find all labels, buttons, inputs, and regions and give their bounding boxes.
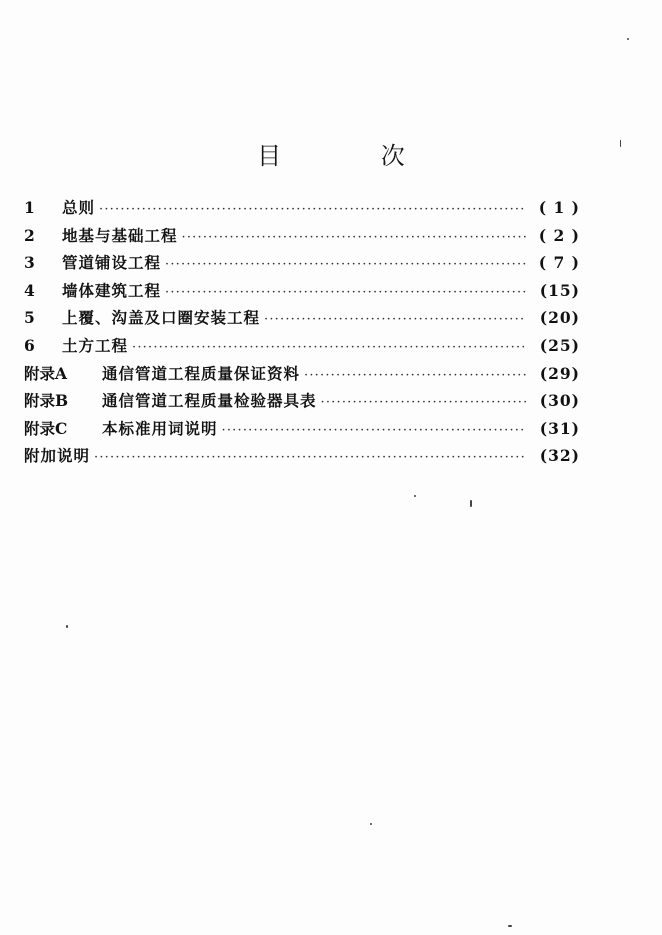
scan-speck [620,140,621,147]
toc-entry-number: 5 [24,308,35,328]
toc-entry-number: 附录A [24,363,68,383]
toc-entry-number: 6 [24,335,35,355]
toc-entry-number: 3 [24,253,35,273]
toc-entry-page: ( 1 ) [538,198,580,217]
toc-entry-page: (32) [539,446,580,466]
toc-entry-title: 本标准用词说明 [102,418,218,438]
scan-speck [66,625,68,628]
toc-entry-1[interactable] [24,196,580,224]
toc-entry-appendix-c[interactable] [24,417,580,445]
scan-speck [508,925,512,927]
toc-entry-page: ( 2 ) [538,225,580,245]
toc-entry-page: (15) [539,280,580,300]
toc-entry-appendix-a[interactable] [24,362,580,390]
toc-entry-page: (31) [539,418,580,438]
toc-entry-number: 附录C [24,418,68,438]
dot-leader [264,312,526,327]
toc-entry-title: 地基与基础工程 [62,225,178,245]
toc-entry-number: 附录B [24,391,69,411]
scan-speck [470,500,472,507]
dot-leader [165,257,526,272]
dot-leader [321,395,526,410]
dot-leader [304,368,526,383]
toc-entry-number: 1 [24,198,35,217]
dot-leader [165,285,526,300]
page-title: 目 次 [257,142,451,170]
toc-entry-title: 附加说明 [24,446,91,466]
toc-entry-additional-notes[interactable] [24,444,580,472]
toc-entry-3[interactable] [24,251,580,279]
toc-entry-5[interactable] [24,306,580,334]
toc-entry-page: (20) [539,308,580,328]
toc-entry-title: 总则 [62,198,96,217]
toc-entry-page: (29) [539,363,580,383]
toc-entry-number: 2 [24,225,35,245]
toc-entry-title: 上覆、沟盖及口圈安装工程 [62,308,261,328]
toc-entry-title: 墙体建筑工程 [62,280,162,300]
toc-entry-number: 4 [24,280,35,300]
table-of-contents [24,196,580,472]
toc-entry-6[interactable] [24,334,580,362]
toc-entry-page: (25) [539,335,580,355]
toc-entry-title: 通信管道工程质量检验器具表 [102,391,317,411]
toc-entry-2[interactable] [24,224,580,252]
toc-entry-title: 土方工程 [62,335,129,355]
scan-speck [414,495,416,497]
toc-entry-appendix-b[interactable] [24,389,580,417]
dot-leader [99,202,526,217]
scan-speck [627,38,629,40]
toc-entry-title: 通信管道工程质量保证资料 [102,363,301,383]
dot-leader [182,230,526,245]
scan-speck [370,823,372,825]
toc-entry-title: 管道铺设工程 [62,253,162,273]
toc-entry-page: ( 7 ) [538,253,580,273]
dot-leader [94,450,526,465]
toc-entry-page: (30) [539,391,580,411]
toc-entry-4[interactable] [24,279,580,307]
dot-leader [222,423,526,438]
dot-leader [132,340,526,355]
